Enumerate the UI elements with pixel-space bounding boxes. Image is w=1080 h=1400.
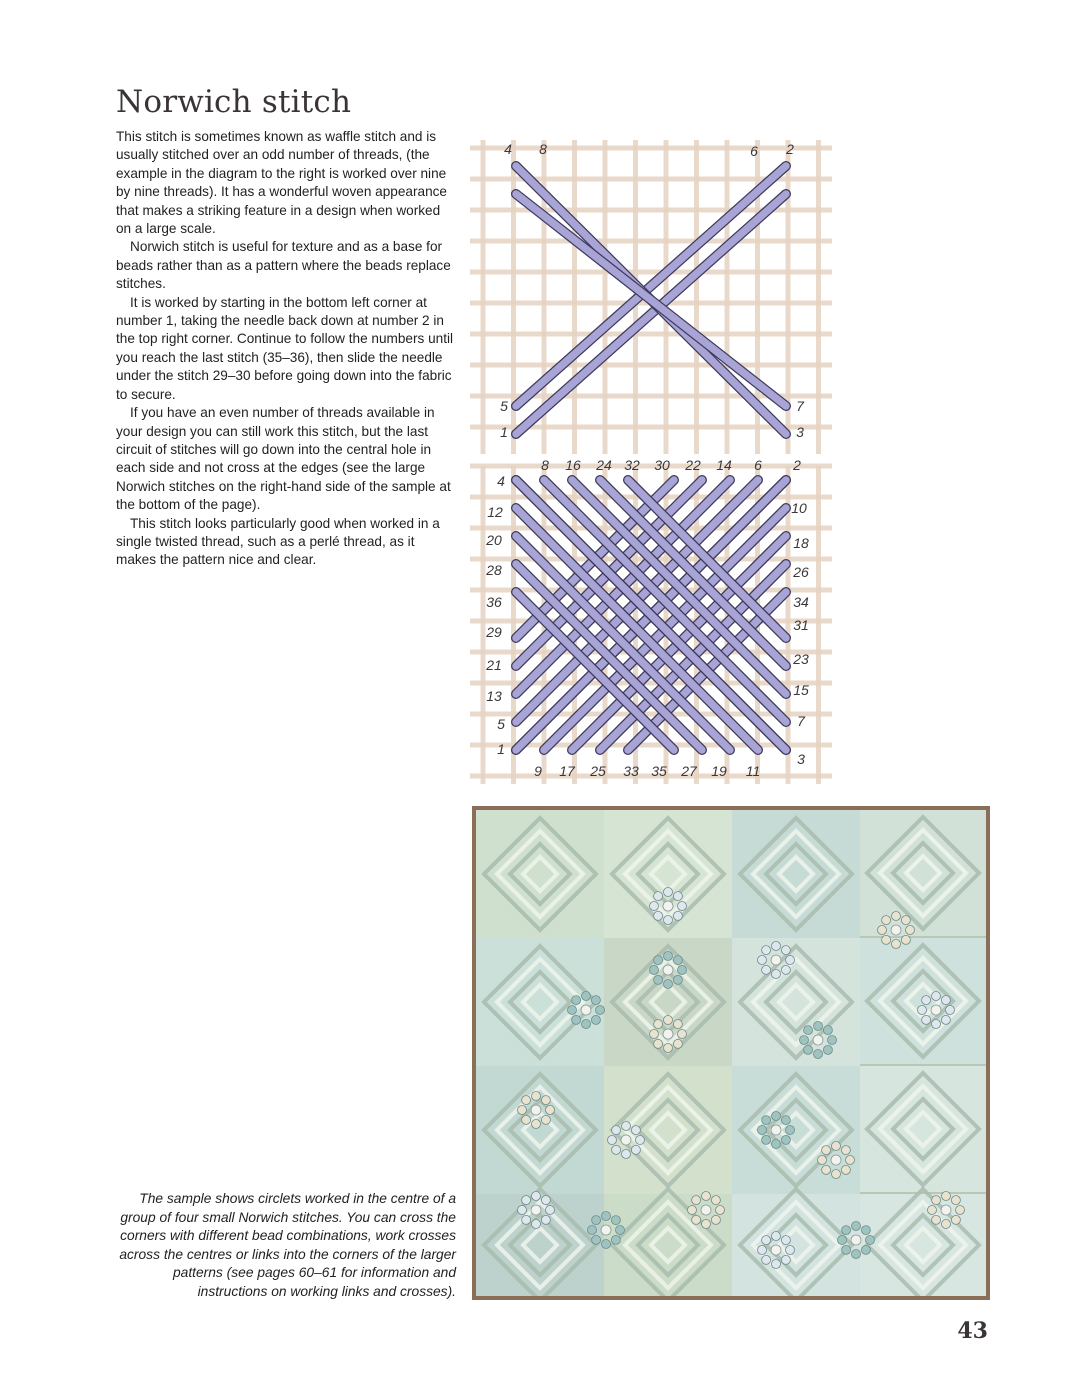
bead	[841, 1165, 850, 1174]
bead	[612, 1145, 621, 1154]
stitch-number: 8	[539, 141, 547, 157]
stitch-number: 22	[685, 457, 701, 473]
bead	[804, 1026, 813, 1035]
bead	[611, 1216, 620, 1225]
bead	[831, 1155, 841, 1165]
bead	[842, 1226, 851, 1235]
bead	[592, 1235, 601, 1244]
bead	[814, 1050, 823, 1059]
canvas-thread	[481, 140, 486, 454]
bead	[654, 956, 663, 965]
bead	[692, 1196, 701, 1205]
canvas-thread	[470, 239, 832, 244]
paragraph: It is worked by starting in the bottom left corner at number 1, taking the needle back down at number 2 in the top right corner. Continue to follow the numbers until you reach the last stitch (35–36), then slide the needle under the stitch 29–30 before going down into the fabric to secure.	[116, 294, 454, 402]
bead	[781, 1255, 790, 1264]
bead	[664, 916, 673, 925]
bead	[762, 1236, 771, 1245]
bead	[832, 1142, 841, 1151]
bead	[772, 970, 781, 979]
bead	[622, 1122, 631, 1131]
bead	[654, 1020, 663, 1029]
bead	[828, 1036, 837, 1045]
stitch-number: 4	[497, 473, 505, 489]
bead	[518, 1106, 527, 1115]
bead	[892, 940, 901, 949]
stitch-number: 23	[793, 651, 809, 667]
bead	[781, 965, 790, 974]
bead	[532, 1220, 541, 1229]
bead	[942, 1220, 951, 1229]
bead	[702, 1220, 711, 1229]
bead	[932, 1215, 941, 1224]
bead	[531, 1205, 541, 1215]
stitch-number: 33	[623, 763, 639, 779]
bead	[688, 1206, 697, 1215]
stitches-bottom-diagram	[516, 480, 786, 750]
bead	[762, 1116, 771, 1125]
bead	[851, 1235, 861, 1245]
bead	[592, 1216, 601, 1225]
bead	[541, 1115, 550, 1124]
bead	[832, 1170, 841, 1179]
bead	[932, 1020, 941, 1029]
canvas-thread	[470, 146, 832, 151]
bead	[846, 1156, 855, 1165]
bead	[650, 966, 659, 975]
bead	[711, 1215, 720, 1224]
bead	[891, 925, 901, 935]
bead	[654, 911, 663, 920]
bead	[861, 1226, 870, 1235]
canvas-thread	[470, 464, 832, 469]
bead	[664, 888, 673, 897]
bead	[941, 996, 950, 1005]
bead	[932, 1196, 941, 1205]
stitch-number: 34	[793, 594, 809, 610]
bead	[813, 1035, 823, 1045]
bead	[654, 1039, 663, 1048]
stitch-number: 28	[486, 562, 502, 578]
bead	[664, 1044, 673, 1053]
bead	[664, 1016, 673, 1025]
bead	[532, 1192, 541, 1201]
bead	[781, 1236, 790, 1245]
stitch-number: 1	[500, 424, 508, 440]
canvas-thread	[470, 270, 832, 275]
bead	[522, 1115, 531, 1124]
bead	[822, 1146, 831, 1155]
bead	[901, 935, 910, 944]
stitch-number: 17	[559, 763, 575, 779]
bead	[673, 892, 682, 901]
bead	[842, 1245, 851, 1254]
bead	[932, 992, 941, 1001]
bead	[673, 975, 682, 984]
stitch-number: 2	[786, 141, 794, 157]
stitch-number: 20	[486, 532, 502, 548]
bead	[532, 1092, 541, 1101]
bead	[663, 901, 673, 911]
bead	[654, 975, 663, 984]
bead	[786, 1246, 795, 1255]
bead	[650, 1030, 659, 1039]
bead	[673, 1039, 682, 1048]
stitch-number: 12	[487, 504, 503, 520]
bead	[841, 1146, 850, 1155]
stitch-diagram	[466, 136, 838, 788]
bead	[663, 1029, 673, 1039]
bead	[678, 902, 687, 911]
stitch-number: 21	[486, 657, 502, 673]
paragraph: Norwich stitch is useful for texture and as a base for beads rather than as a pattern where the beads replace stitches.	[116, 239, 451, 292]
stitch-number: 7	[796, 398, 804, 414]
bead	[601, 1225, 611, 1235]
bead	[622, 1150, 631, 1159]
beaded-sample-image	[476, 810, 986, 1296]
bead	[522, 1096, 531, 1105]
bead	[882, 916, 891, 925]
bead	[823, 1045, 832, 1054]
canvas-thread	[816, 466, 821, 784]
bead	[941, 1015, 950, 1024]
bead	[531, 1105, 541, 1115]
stitch-number: 32	[624, 457, 640, 473]
bead	[786, 956, 795, 965]
bead	[951, 1215, 960, 1224]
bead	[678, 966, 687, 975]
bead	[771, 955, 781, 965]
bead	[762, 1255, 771, 1264]
bead	[951, 1196, 960, 1205]
bead	[650, 902, 659, 911]
canvas-thread	[725, 140, 730, 454]
bead	[572, 1015, 581, 1024]
bead	[631, 1145, 640, 1154]
bead	[901, 916, 910, 925]
bead	[762, 946, 771, 955]
bead	[612, 1126, 621, 1135]
sample-photo	[472, 806, 990, 1300]
bead	[546, 1206, 555, 1215]
bead	[673, 911, 682, 920]
bead	[772, 942, 781, 951]
bead	[616, 1226, 625, 1235]
page-title: Norwich stitch	[116, 84, 352, 120]
bead	[814, 1022, 823, 1031]
page-number: 43	[957, 1318, 988, 1344]
bead	[922, 1015, 931, 1024]
bead	[781, 1135, 790, 1144]
stitch-number: 19	[711, 763, 727, 779]
bead	[781, 946, 790, 955]
bead	[692, 1215, 701, 1224]
paragraph: If you have an even number of threads available in your design you can still work this stitch, but the last circuit of stitches will go down into the central hole in each side and not cross at the edges (see the large Norwich stitches on the right-hand side of the sample at the bottom of the page).	[116, 405, 451, 513]
bead	[786, 1126, 795, 1135]
bead	[541, 1096, 550, 1105]
bead	[852, 1250, 861, 1259]
stitch-number: 2	[793, 457, 801, 473]
bead	[711, 1196, 720, 1205]
bead	[522, 1196, 531, 1205]
stitch-number: 3	[797, 751, 805, 767]
bead	[762, 1135, 771, 1144]
bead	[702, 1192, 711, 1201]
bead	[771, 1245, 781, 1255]
bead	[664, 980, 673, 989]
stitch-number: 11	[745, 763, 761, 779]
bead	[946, 1006, 955, 1015]
stitch-number: 4	[504, 141, 512, 157]
bead	[852, 1222, 861, 1231]
bead	[621, 1135, 631, 1145]
bead	[942, 1192, 951, 1201]
bead	[673, 956, 682, 965]
stitch-number: 3	[796, 424, 804, 440]
bead	[823, 1026, 832, 1035]
bead	[772, 1112, 781, 1121]
canvas-thread	[572, 140, 577, 454]
stitch-number: 9	[534, 763, 542, 779]
bead	[772, 1140, 781, 1149]
bead	[918, 1006, 927, 1015]
bead	[602, 1212, 611, 1221]
stitch-number: 7	[797, 713, 805, 729]
bead	[922, 996, 931, 1005]
bead	[678, 1030, 687, 1039]
bead	[663, 965, 673, 975]
bead	[588, 1226, 597, 1235]
stitch-number: 25	[590, 763, 606, 779]
bead	[546, 1106, 555, 1115]
stitch-number: 6	[750, 143, 758, 159]
bead	[636, 1136, 645, 1145]
bead	[716, 1206, 725, 1215]
stitch-number: 13	[486, 688, 502, 704]
bead	[818, 1156, 827, 1165]
stitch-number: 8	[541, 457, 549, 473]
stitch-number: 5	[500, 398, 508, 414]
bead	[582, 992, 591, 1001]
bead	[541, 1215, 550, 1224]
photo-caption: The sample shows circlets worked in the centre of a group of four small Norwich stitches. You can cross the corners with different bead combinations, work crosses across the centres or links into the corners of the larger patterns (see pages 60–61 for information and instructions on working links and crosses).	[119, 1191, 456, 1299]
bead	[568, 1006, 577, 1015]
bead	[701, 1205, 711, 1215]
stitch-number: 10	[791, 500, 807, 516]
bead	[591, 996, 600, 1005]
body-text	[116, 128, 456, 570]
bead	[928, 1206, 937, 1215]
bead	[664, 952, 673, 961]
bead	[582, 1020, 591, 1029]
bead	[608, 1136, 617, 1145]
bead	[800, 1036, 809, 1045]
stitch-number: 1	[497, 741, 505, 757]
paragraph: This stitch looks particularly good when worked in a single twisted thread, such as a perlé thread, as it makes the pattern nice and clear.	[116, 515, 440, 568]
stitch-number: 31	[793, 617, 809, 633]
bead	[596, 1006, 605, 1015]
stitch-number: 35	[651, 763, 667, 779]
bead	[591, 1015, 600, 1024]
canvas-thread	[470, 363, 832, 368]
bead	[822, 1165, 831, 1174]
bead	[572, 996, 581, 1005]
bead	[518, 1206, 527, 1215]
bead	[941, 1205, 951, 1215]
bead	[804, 1045, 813, 1054]
bead	[758, 1246, 767, 1255]
bead	[758, 956, 767, 965]
bead	[673, 1020, 682, 1029]
stitch-number: 6	[754, 457, 762, 473]
stitch-number: 24	[596, 457, 612, 473]
stitch-number: 36	[486, 594, 502, 610]
bead	[758, 1126, 767, 1135]
bead	[602, 1240, 611, 1249]
bead	[654, 892, 663, 901]
canvas-thread	[694, 140, 699, 454]
bead	[771, 1125, 781, 1135]
bead	[522, 1215, 531, 1224]
stitch-number: 18	[793, 535, 809, 551]
canvas-thread	[603, 140, 608, 454]
bead	[882, 935, 891, 944]
stitch-number: 26	[793, 564, 809, 580]
bead	[631, 1126, 640, 1135]
bead	[861, 1245, 870, 1254]
bead	[611, 1235, 620, 1244]
bead	[931, 1005, 941, 1015]
bead	[781, 1116, 790, 1125]
bead	[581, 1005, 591, 1015]
canvas-thread	[470, 208, 832, 213]
stitch-number: 5	[497, 716, 505, 732]
canvas-thread	[470, 332, 832, 337]
bead	[878, 926, 887, 935]
canvas-thread	[816, 140, 821, 454]
bead	[956, 1206, 965, 1215]
bead	[772, 1260, 781, 1269]
stitch-number: 30	[654, 457, 670, 473]
stitch-number: 15	[793, 682, 809, 698]
bead	[838, 1236, 847, 1245]
bead	[541, 1196, 550, 1205]
bead	[762, 965, 771, 974]
bead	[892, 912, 901, 921]
stitch-number: 14	[716, 457, 732, 473]
bead	[866, 1236, 875, 1245]
bead	[772, 1232, 781, 1241]
paragraph: This stitch is sometimes known as waffle stitch and is usually stitched over an odd number of threads, (the example in the diagram to the right is worked over nine by nine threads). It has a wonderful woven appearance that makes a striking feature in a design when worked on a large scale.	[116, 129, 447, 237]
stitch-number: 29	[486, 624, 502, 640]
stitch-number: 16	[565, 457, 581, 473]
bead	[532, 1120, 541, 1129]
canvas-thread	[481, 466, 486, 784]
stitch-number: 27	[681, 763, 697, 779]
bead	[906, 926, 915, 935]
